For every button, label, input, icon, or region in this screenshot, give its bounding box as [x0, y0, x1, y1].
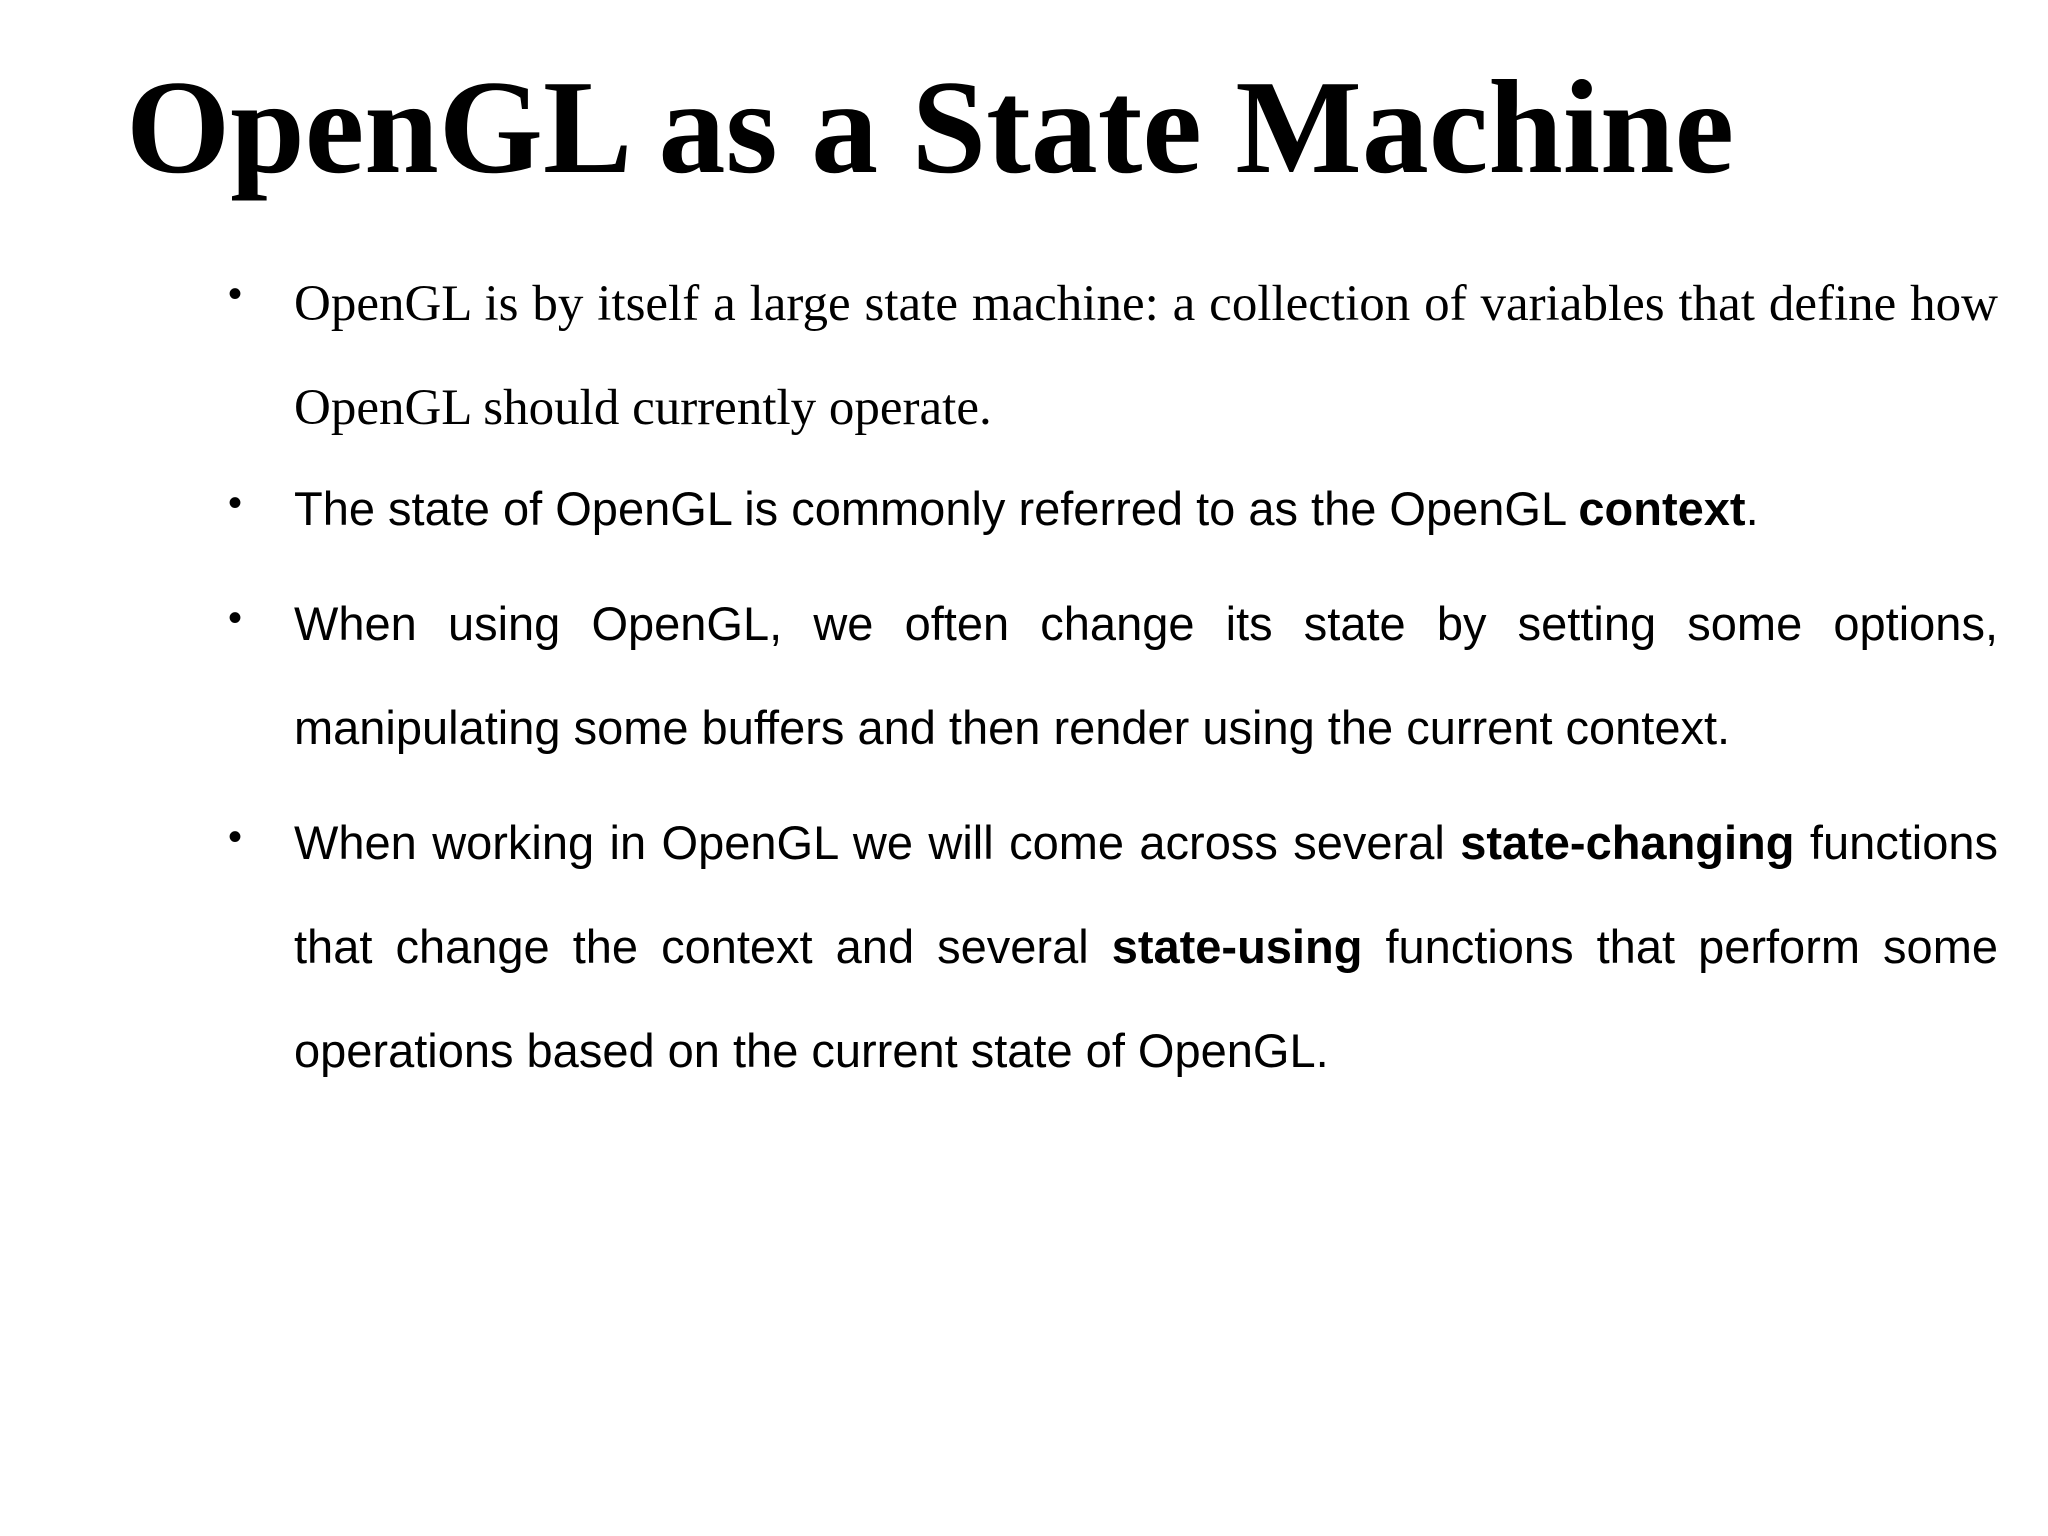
bullet-icon: •: [228, 272, 243, 316]
bullet-text-content: When using OpenGL, we often change its state by setting some options, manipulating some buffers and then render using the current context.: [294, 597, 1998, 754]
bullet-icon: •: [228, 815, 243, 859]
bullet-text-bold-context: context: [1578, 482, 1746, 535]
bullet-text: [294, 252, 1998, 460]
bullet-icon: •: [228, 481, 243, 525]
bullet-text-part2: functions that change the context and several: [294, 816, 1998, 973]
bullet-text-bold-state-changing: state-changing: [1460, 816, 1795, 869]
bullet-text-content: OpenGL is by itself a large state machine: a collection of variables that define how OpenGL should currently operate.: [294, 276, 1998, 436]
bullet-text: [294, 457, 1998, 561]
bullet-text: [294, 791, 1998, 1103]
slide-title: OpenGL as a State Machine: [126, 53, 1735, 201]
bullet-text-before: The state of OpenGL is commonly referred to as the OpenGL: [294, 482, 1579, 535]
bullet-text-part3: functions that perform some operations based on the current state of OpenGL.: [294, 920, 1998, 1077]
bullet-text-part1: When working in OpenGL we will come across several: [294, 816, 1461, 869]
bullet-text-bold-state-using: state-using: [1111, 920, 1363, 973]
bullet-text-after: .: [1745, 482, 1759, 535]
bullet-icon: •: [228, 596, 243, 640]
bullet-text: [294, 572, 1998, 780]
